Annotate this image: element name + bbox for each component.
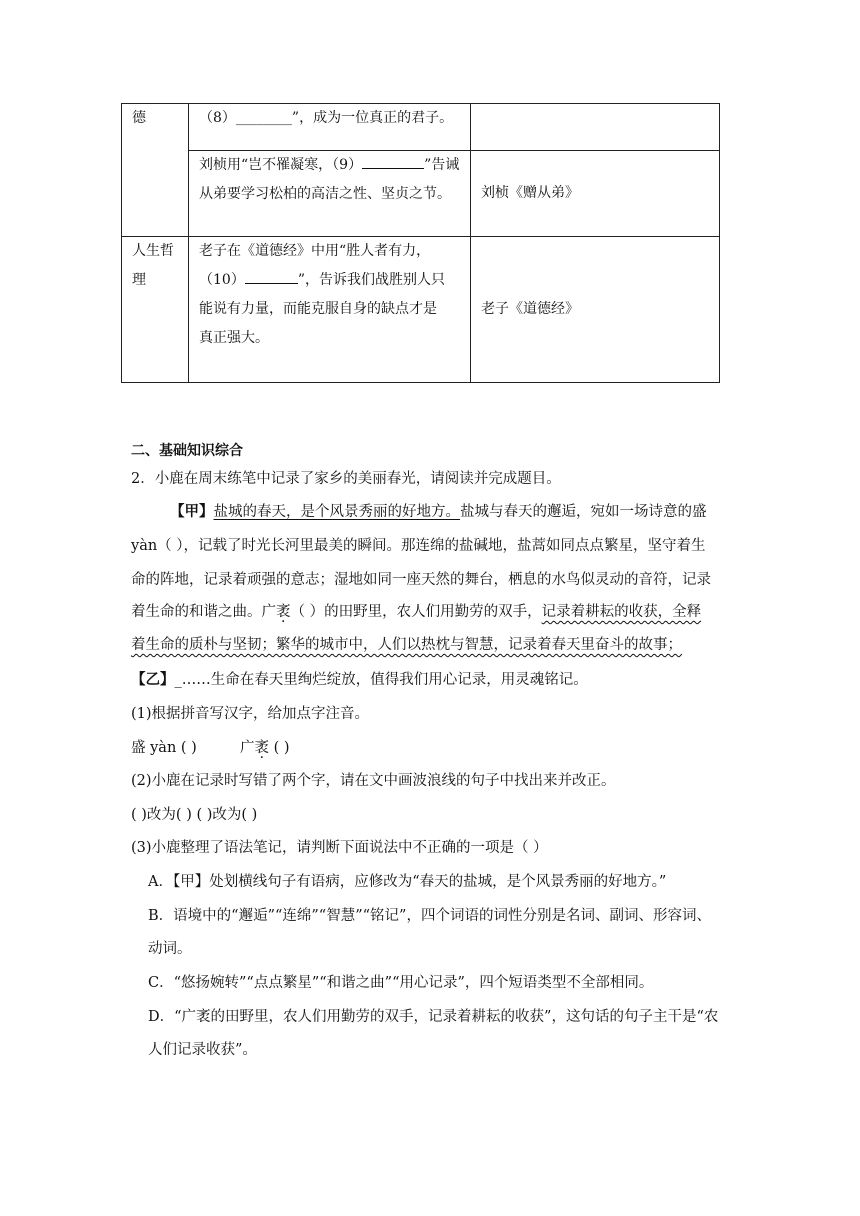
option-c[interactable]: C．“悠扬婉转”“点点繁星”“和谐之曲”“用心记录”，四个短语类型不全部相同。 [148,975,654,991]
passage-text: 着生命的和谐之曲。广 [131,604,276,620]
answer-blank[interactable] [245,267,298,284]
sub-question-1: (1)根据拼音写汉字，给加点字注音。 [131,706,370,722]
option-d[interactable]: D．“广袤的田野里，农人们用勤劳的双手，记录着耕耘的收获”，这句话的句子主干是“农 [148,1009,719,1025]
answer-blank[interactable]: ( ) [269,740,290,756]
answer-line [131,736,290,757]
passage-text: _……生命在春天里绚烂绽放，值得我们用心记录，用灵魂铭记。 [174,672,588,688]
source-cell [471,237,720,383]
content-text: （8）________”，成为一位真正的君子。 [199,110,454,126]
content-cell [189,237,471,383]
passage-line [131,668,588,689]
content-text: 真正强大。 [199,330,269,346]
content-text: 老子在《道德经》中用“胜人者有力， [199,243,431,259]
category-cell [122,237,189,383]
category-label: 人生哲 [132,243,174,259]
source-cell [471,104,720,151]
quote-table [121,103,720,383]
sub-question-2: (2)小鹿在记录时写错了两个字，请在文中画波浪线的句子中找出来并改正。 [131,773,616,789]
passage-line [131,600,701,621]
option-b-cont: 动词。 [148,941,192,957]
option-a[interactable]: A．【甲】处划横线句子有语病，应修改为“春天的盐城，是个风景秀丽的好地方。” [148,874,667,890]
yi-tag: 【乙】 [131,671,175,688]
category-label: 理 [132,272,146,288]
content-text: 刘桢用“岂不罹凝寒，（9） [199,157,363,173]
sub-question-3: (3)小鹿整理了语法笔记，请判断下面说法中不正确的一项是（ ） [131,840,548,856]
question-intro: 2．小鹿在周末练笔中记录了家乡的美丽春光，请阅读并完成题目。 [131,471,561,487]
category-cell [122,104,189,237]
content-text: ”告诫 [424,157,460,173]
content-cell [189,151,471,237]
passage-line [131,633,682,654]
wavy-sentence: 着生命的质朴与坚韧；繁华的城市中，人们以热枕与智慧，记录着春天里奋斗的故事； [131,637,682,653]
passage-line: 命的阵地，记录着顽强的意志；湿地如同一座天然的舞台，栖息的水鸟似灵动的音符，记录 [131,572,711,588]
passage-line: yàn（ ），记载了时光长河里最美的瞬间。那连绵的盐碱地，盐蒿如同点点繁星，坚守着生 [131,538,706,554]
table-row [122,151,720,237]
table-row [122,237,720,383]
content-text: （10） [199,272,245,288]
section-title: 二、基础知识综合 [131,443,243,459]
answer-blank[interactable] [362,152,424,169]
category-label: 德 [132,110,146,126]
content-cell [189,104,471,151]
option-d-cont: 人们记录收获”。 [148,1042,257,1058]
wavy-sentence: 记录着耕耘的收获，全释 [541,604,702,620]
passage-line [170,500,707,521]
source-text: 刘桢《赠从弟》 [481,185,579,201]
table-row [122,104,720,151]
content-text: 能说有力量，而能克服自身的缺点才是 [199,301,437,317]
answer-line[interactable]: ( )改为( ) ( )改为( ) [131,807,258,823]
content-text: ”，告诉我们战胜别人只 [297,272,445,288]
source-cell [471,151,720,237]
dotted-char: 袤 [254,740,270,756]
jia-tag: 【甲】 [170,503,214,520]
source-text: 老子《道德经》 [481,301,579,317]
answer-text: 广 [240,740,255,756]
dotted-char: 袤 [276,604,291,620]
answer-text[interactable]: 盛 yàn ( ) [131,740,197,756]
passage-text: 盐城与春天的邂逅，宛如一场诗意的盛 [460,504,707,520]
underlined-sentence: 盐城的春天，是个风景秀丽的好地方。 [213,504,460,520]
passage-text: （ ）的田野里，农人们用勤劳的双手， [290,604,542,620]
option-b[interactable]: B．语境中的“邂逅”“连绵”“智慧”“铭记”，四个词语的词性分别是名词、副词、形容词、 [148,908,711,924]
content-text: 从弟要学习松柏的高洁之性、坚贞之节。 [199,186,451,202]
